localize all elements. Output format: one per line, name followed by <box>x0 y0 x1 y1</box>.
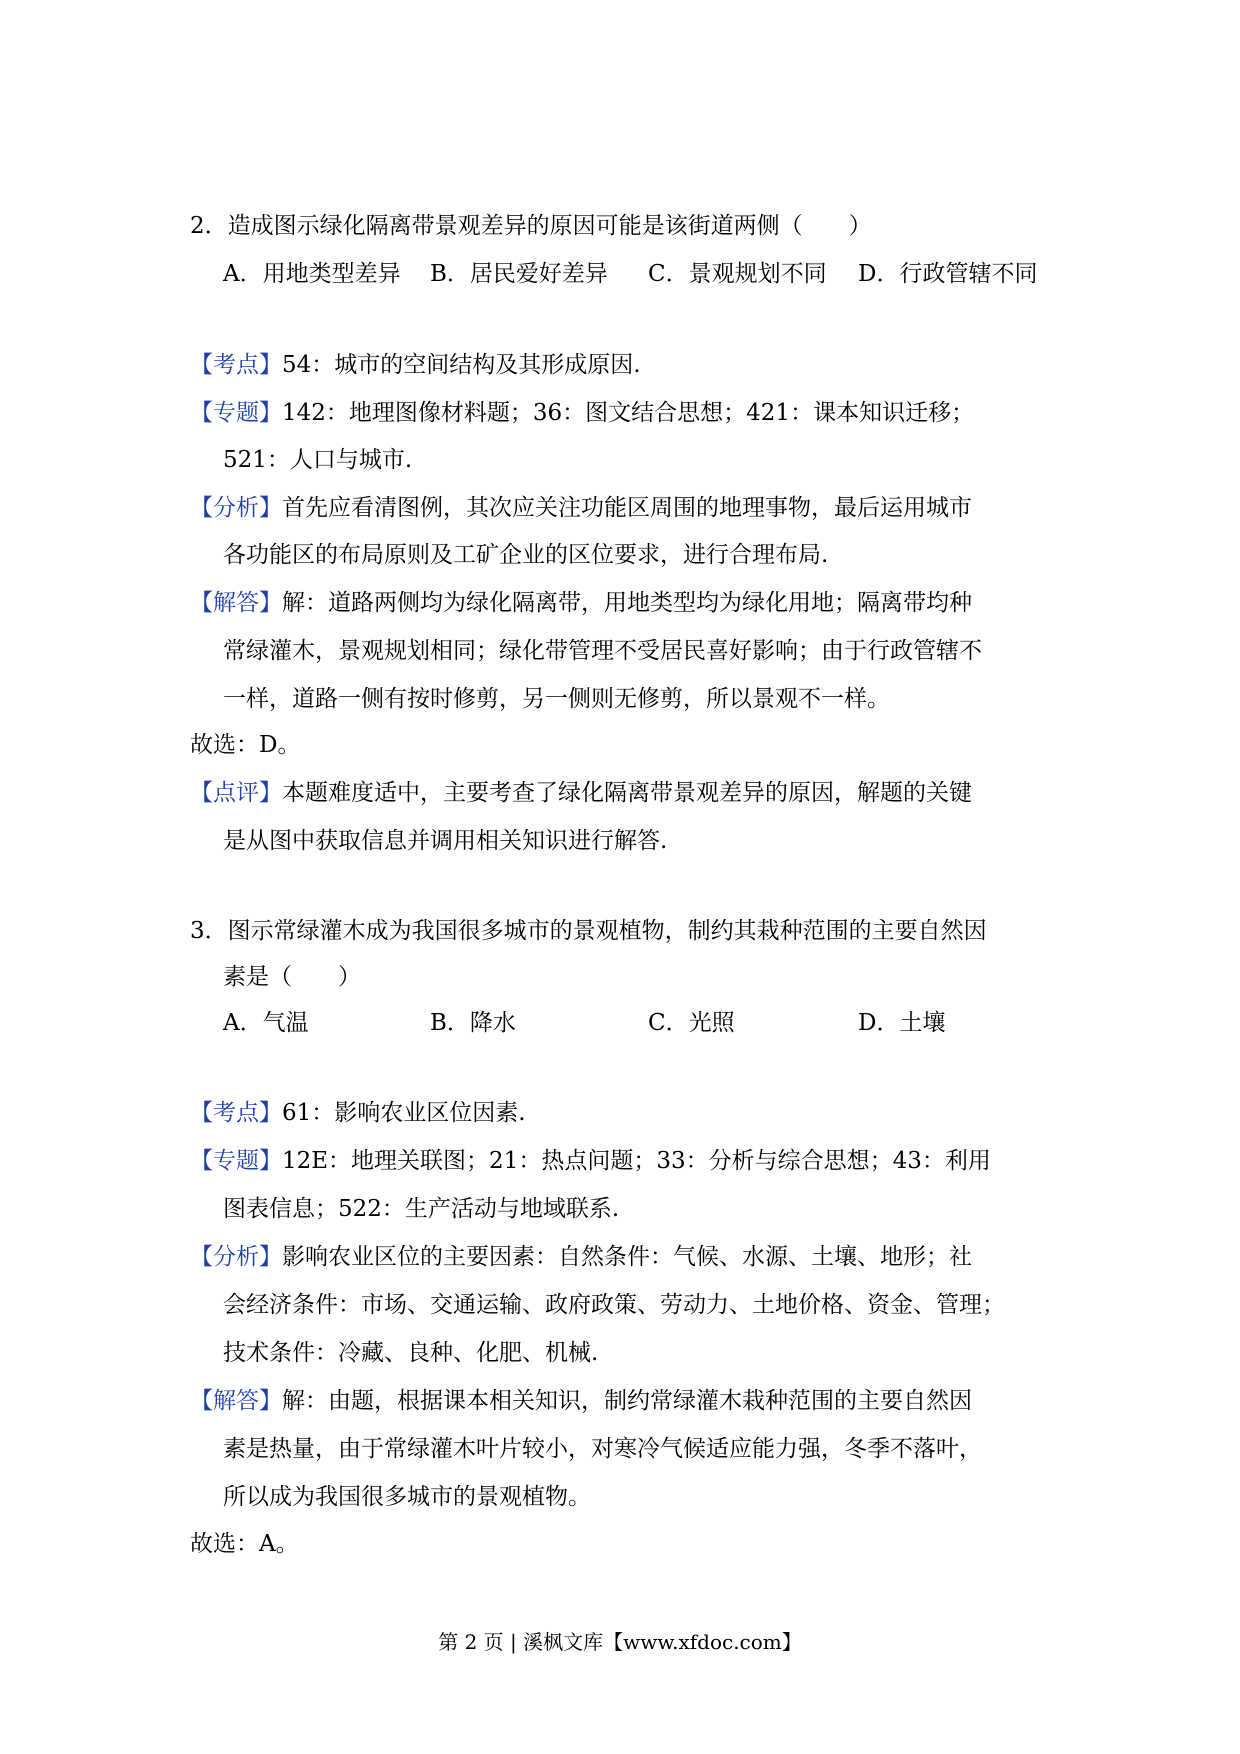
q3-option-c: C．光照 <box>648 1010 735 1036</box>
q2-option-a: A．用地类型差异 <box>223 261 401 287</box>
q2-kaodian <box>190 346 641 379</box>
zhuanti-tag: 【专题】 <box>190 400 282 426</box>
q3-kaodian <box>190 1094 526 1127</box>
q3-stem-line1: 3．图示常绿灌木成为我国很多城市的景观植物，制约其栽种范围的主要自然因 <box>190 918 987 944</box>
jieda-tag: 【解答】 <box>190 1388 282 1414</box>
page-footer: 第 2 页 | 溪枫文库【www.xfdoc.com】 <box>438 1630 802 1654</box>
q2-stem: 2．造成图示绿化隔离带景观差异的原因可能是该街道两侧（ ） <box>190 213 872 239</box>
q2-dianping-line1 <box>190 774 972 807</box>
fenxi-tag: 【分析】 <box>190 495 282 521</box>
q3-option-d: D．土壤 <box>858 1010 946 1036</box>
q2-jieda-line2: 常绿灌木，景观规划相同；绿化带管理不受居民喜好影响；由于行政管辖不 <box>223 638 982 664</box>
fenxi-text: 影响农业区位的主要因素：自然条件：气候、水源、土壤、地形；社 <box>282 1244 972 1270</box>
jieda-text: 解：道路两侧均为绿化隔离带，用地类型均为绿化用地；隔离带均种 <box>282 590 972 616</box>
q3-zhuanti-line1 <box>190 1142 991 1175</box>
q2-dianping-line2: 是从图中获取信息并调用相关知识进行解答. <box>223 828 668 854</box>
q2-fenxi-line2: 各功能区的布局原则及工矿企业的区位要求，进行合理布局. <box>223 542 829 568</box>
jieda-tag: 【解答】 <box>190 590 282 616</box>
dianping-tag: 【点评】 <box>190 780 282 806</box>
q2-answer: 故选：D。 <box>190 732 301 758</box>
q2-option-d: D．行政管辖不同 <box>858 261 1038 287</box>
zhuanti-tag: 【专题】 <box>190 1148 282 1174</box>
q2-jieda-line1 <box>190 584 972 617</box>
dianping-text: 本题难度适中，主要考查了绿化隔离带景观差异的原因，解题的关键 <box>282 780 972 806</box>
q3-option-b: B．降水 <box>430 1010 516 1036</box>
kaodian-tag: 【考点】 <box>190 1100 282 1126</box>
q3-option-a: A．气温 <box>223 1010 309 1036</box>
kaodian-text: 61：影响农业区位因素. <box>282 1100 526 1126</box>
q3-jieda-line3: 所以成为我国很多城市的景观植物。 <box>223 1484 591 1510</box>
q3-fenxi-line1 <box>190 1238 972 1271</box>
q2-fenxi-line1 <box>190 489 972 522</box>
q2-zhuanti-line1 <box>190 394 974 427</box>
q2-jieda-line3: 一样，道路一侧有按时修剪，另一侧则无修剪，所以景观不一样。 <box>223 686 890 712</box>
q3-stem-line2: 素是（ ） <box>223 964 361 990</box>
q3-jieda-line1 <box>190 1382 972 1415</box>
q3-answer: 故选：A。 <box>190 1531 299 1557</box>
zhuanti-text: 142：地理图像材料题；36：图文结合思想；421：课本知识迁移； <box>282 400 975 426</box>
kaodian-text: 54：城市的空间结构及其形成原因. <box>282 352 641 378</box>
jieda-text: 解：由题，根据课本相关知识，制约常绿灌木栽种范围的主要自然因 <box>282 1388 972 1414</box>
q3-zhuanti-line2: 图表信息；522：生产活动与地域联系. <box>223 1196 620 1222</box>
fenxi-tag: 【分析】 <box>190 1244 282 1270</box>
q2-option-b: B．居民爱好差异 <box>430 261 608 287</box>
q3-jieda-line2: 素是热量，由于常绿灌木叶片较小，对寒冷气候适应能力强，冬季不落叶， <box>223 1436 982 1462</box>
q3-fenxi-line3: 技术条件：冷藏、良种、化肥、机械. <box>223 1340 599 1366</box>
fenxi-text: 首先应看清图例，其次应关注功能区周围的地理事物，最后运用城市 <box>282 495 972 521</box>
q2-option-c: C．景观规划不同 <box>648 261 827 287</box>
q2-zhuanti-line2: 521：人口与城市. <box>223 447 413 473</box>
kaodian-tag: 【考点】 <box>190 352 282 378</box>
zhuanti-text: 12E：地理关联图；21：热点问题；33：分析与综合思想；43：利用 <box>282 1148 991 1174</box>
q3-fenxi-line2: 会经济条件：市场、交通运输、政府政策、劳动力、土地价格、资金、管理； <box>223 1292 1005 1318</box>
